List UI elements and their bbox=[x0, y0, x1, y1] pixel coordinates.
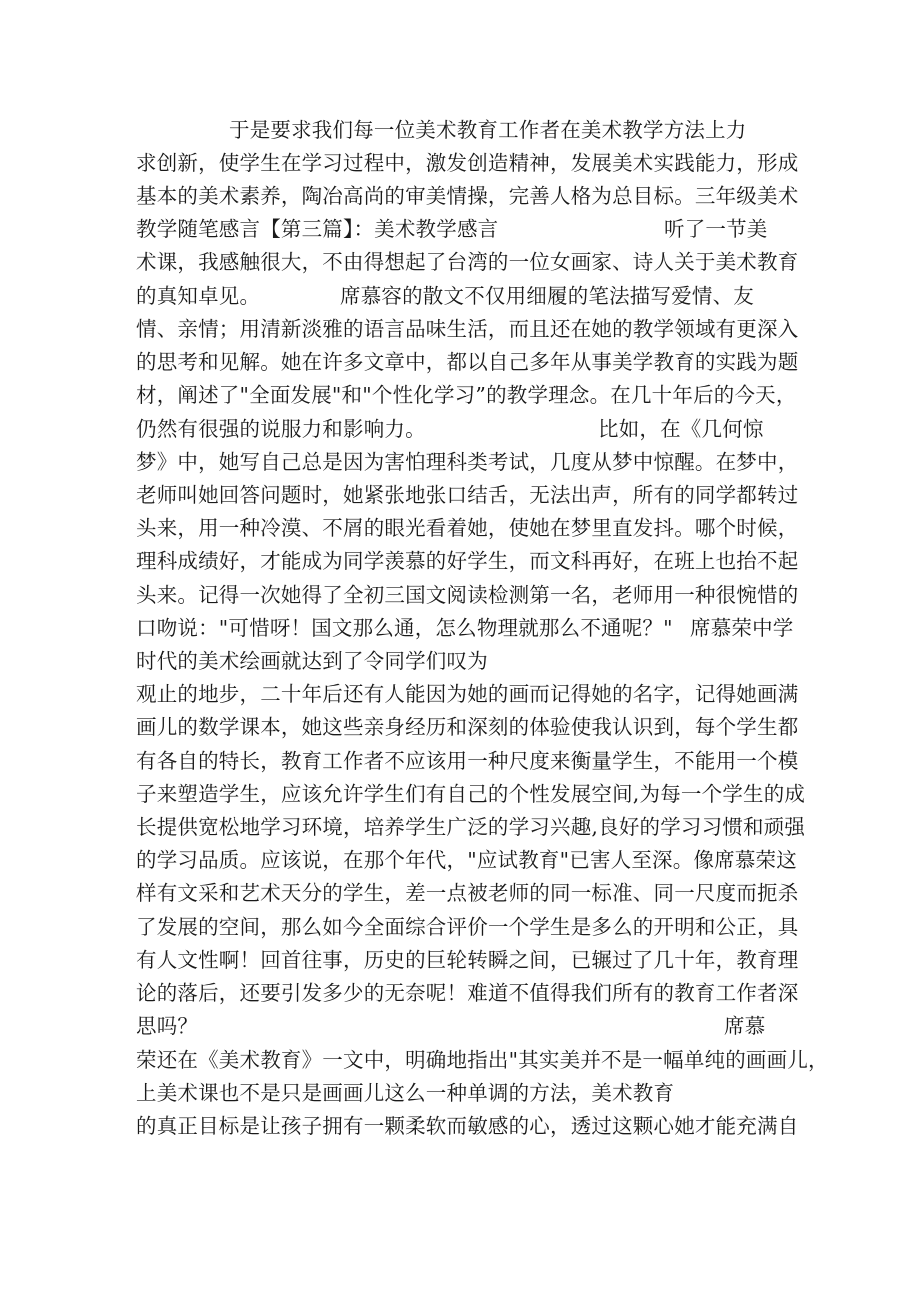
text-line: 老师叫她回答问题时，她紧张地张口结舌，无法出声，所有的同学都转过 bbox=[136, 483, 799, 507]
text-line: 情、亲情；用清新淡雅的语言品味生活，而且还在她的教学领域有更深入 bbox=[136, 317, 799, 341]
text-line: 有人文性啊！回首往事，历史的巨轮转瞬之间，已辗过了几十年，教育理 bbox=[136, 948, 799, 972]
text-line: 基本的美术素养，陶冶高尚的审美情操，完善人格为总目标。三年级美术 bbox=[136, 184, 799, 208]
text-line: 的思考和见解。她在许多文章中，都以自己多年从事美学教育的实践为题 bbox=[136, 350, 799, 374]
text-line: 画儿的数学课本，她这些亲身经历和深刻的体验使我认识到，每个学生都 bbox=[136, 715, 799, 739]
text-line: 材，阐述了"全面发展"和"个性化学习”的教学理念。在几十年后的今天， bbox=[136, 383, 797, 407]
text-line: 求创新，使学生在学习过程中，激发创造精神，发展美术实践能力，形成 bbox=[136, 151, 799, 175]
text-line: 子来塑造学生，应该允许学生们有自己的个性发展空间,为每一个学生的成 bbox=[136, 782, 806, 806]
text-line: 样有文采和艺术天分的学生，差一点被老师的同一标准、同一尺度而扼杀 bbox=[136, 881, 799, 905]
text-line: 时代的美术绘画就达到了令同学们叹为 bbox=[136, 649, 488, 673]
document-page: 于是要求我们每一位美术教育工作者在美术教学方法上力 求创新，使学生在学习过程中，激发创造精神，发展美术实践能力，形成 基本的美术素养，陶冶高尚的审美情操，完善人格为总目标。三年级美术 教学随笔感言【第三篇】：美术教学感言 听了一节美 术课，我感触很大，不由得想起了台湾的一位女画家、诗人关于美术教育 的真知卓见。 席慕容的散文不仅用细履的笔法描写爱情、友 情、亲情；用清新淡雅的语言品味生活，而且还在她的教学领域有更深入 的思考和见解。她在许多文章中，都以自己多年从事美学教育的实践为题 材，阐述了"全面发展"和"个性化学习”的教学理念。在几十年后的今天， 仍然有很强的说服力和影响力。 比如，在《几何惊 梦》中，她写自己总是因为害怕理科类考试，几度从梦中惊醒。在梦中， 老师叫她回答问题时，她紧张地张口结舌，无法出声，所有的同学都转过 头来，用一种冷漠、不屑的眼光看着她，使她在梦里直发抖。哪个时候， 理科成绩好，才能成为同学羡慕的好学生，而文科再好，在班上也抬不起 头来。记得一次她得了全初三国文阅读检测第一名，老师用一种很惋惜的 口吻说："可惜呀！国文那么通，怎么物理就那么不通呢？" 席慕荣中学 时代的美术绘画就达到了令同学们叹为 观止的地步，二十年后还有人能因为她的画而记得她的名字，记得她画满 画儿的数学课本，她这些亲身经历和深刻的体验使我认识到，每个学生都 有各自的特长，教育工作者不应该用一种尺度来衡量学生，不能用一个模 子来塑造学生，应该允许学生们有自己的个性发展空间,为每一个学生的成 长提供宽松地学习环境，培养学生广泛的学习兴趣,良好的学习习惯和顽强 的学习品质。应该说，在那个年代，"应试教育"已害人至深。像席慕荣这 样有文采和艺术天分的学生，差一点被老师的同一标准、同一尺度而扼杀 了发展的空间，那么如今全面综合评价一个学生是多么的开明和公正，具 有人文性啊！回首往事，历史的巨轮转瞬之间，已辗过了几十年，教育理 论的落后，还要引发多少的无奈呢！难道不值得我们所有的教育工作者深 思吗？ 席慕 荣还在《美术教育》一文中，明确地指出"其实美并不是一幅单纯的画画儿， 上美术课也不是只是画画儿这么一种单调的方法，美术教育 的真正目标是让孩子拥有一颗柔软而敏感的心，透过这颗心她才能充满自 bbox=[0, 0, 920, 1301]
text-line: 梦》中，她写自己总是因为害怕理科类考试，几度从梦中惊醒。在梦中， bbox=[136, 450, 799, 474]
text-line: 论的落后，还要引发多少的无奈呢！难道不值得我们所有的教育工作者深 bbox=[136, 981, 799, 1005]
text-line: 术课，我感触很大，不由得想起了台湾的一位女画家、诗人关于美术教育 bbox=[136, 250, 799, 274]
text-line: 头来。记得一次她得了全初三国文阅读检测第一名，老师用一种很惋惜的 bbox=[136, 583, 799, 607]
text-line: 观止的地步，二十年后还有人能因为她的画而记得她的名字，记得她画满 bbox=[136, 682, 799, 706]
text-line: 荣还在《美术教育》一文中，明确地指出"其实美并不是一幅单纯的画画儿， bbox=[136, 1048, 829, 1072]
text-line: 的真正目标是让孩子拥有一颗柔软而敏感的心，透过这颗心她才能充满自 bbox=[136, 1114, 799, 1138]
text-line: 头来，用一种冷漠、不屑的眼光看着她，使她在梦里直发抖。哪个时候， bbox=[136, 516, 799, 540]
text-line: 的学习品质。应该说，在那个年代，"应试教育"已害人至深。像席慕荣这 bbox=[136, 848, 797, 872]
text-line: 长提供宽松地学习环境，培养学生广泛的学习兴趣,良好的学习习惯和顽强 bbox=[136, 815, 806, 839]
text-line: 有各自的特长，教育工作者不应该用一种尺度来衡量学生，不能用一个模 bbox=[136, 749, 799, 773]
text-line: 理科成绩好，才能成为同学羡慕的好学生，而文科再好，在班上也抬不起 bbox=[136, 549, 799, 573]
text-line: 上美术课也不是只是画画儿这么一种单调的方法，美术教育 bbox=[136, 1081, 675, 1105]
text-line: 于是要求我们每一位美术教育工作者在美术教学方法上力 bbox=[229, 118, 747, 142]
text-line: 了发展的空间，那么如今全面综合评价一个学生是多么的开明和公正，具 bbox=[136, 915, 799, 939]
